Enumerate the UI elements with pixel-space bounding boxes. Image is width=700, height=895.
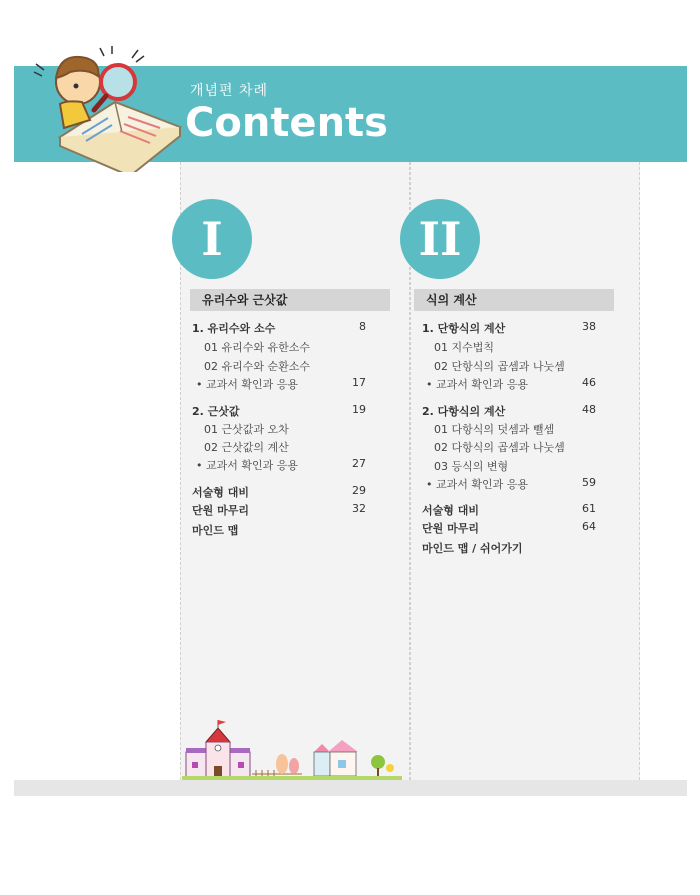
- toc-entry[interactable]: 2. 다항식의 계산 48: [422, 403, 596, 418]
- toc-entry[interactable]: 01 근삿값과 오차: [204, 423, 289, 436]
- page-number: 32: [352, 502, 366, 515]
- toc-entry[interactable]: 02 다항식의 곱셈과 나눗셈: [434, 441, 565, 454]
- toc-entry[interactable]: 단원 마무리 32: [192, 502, 366, 517]
- unit-2-numeral: II: [400, 199, 480, 279]
- page-number: 38: [582, 320, 596, 333]
- toc-entry[interactable]: 단원 마무리 64: [422, 520, 596, 535]
- page-number: 29: [352, 484, 366, 497]
- toc-entry[interactable]: 마인드 맵 / 쉬어가기: [422, 542, 523, 555]
- toc-entry[interactable]: 1. 유리수와 소수 8: [192, 320, 366, 335]
- toc-entry[interactable]: 01 다항식의 덧셈과 뺄셈: [434, 423, 555, 436]
- unit-1-numeral: I: [172, 199, 252, 279]
- school-scene-illustration: [182, 718, 402, 780]
- page-number: 17: [352, 376, 366, 389]
- toc-entry[interactable]: 2. 근삿값 19: [192, 403, 366, 418]
- toc-entry[interactable]: 1. 단항식의 계산 38: [422, 320, 596, 335]
- toc-entry[interactable]: 01 유리수와 유한소수: [204, 341, 310, 354]
- toc-entry[interactable]: 서술형 대비 61: [422, 502, 596, 517]
- unit-1-title: 유리수와 근삿값: [190, 289, 390, 311]
- page-number: 59: [582, 476, 596, 489]
- page-number: 27: [352, 457, 366, 470]
- toc-entry[interactable]: 02 유리수와 순환소수: [204, 360, 310, 373]
- toc-entry[interactable]: 02 근삿값의 계산: [204, 441, 289, 454]
- contents-subtitle: 개념편 차례: [190, 83, 269, 99]
- bottom-strip: [14, 780, 687, 796]
- toc-entry[interactable]: 01 지수법칙: [434, 341, 494, 354]
- page-number: 8: [359, 320, 366, 333]
- page-number: 46: [582, 376, 596, 389]
- toc-entry[interactable]: 마인드 맵: [192, 524, 239, 537]
- page-number: 48: [582, 403, 596, 416]
- page-number: 64: [582, 520, 596, 533]
- page-number: 61: [582, 502, 596, 515]
- toc-entry[interactable]: • 교과서 확인과 응용 46: [426, 376, 596, 391]
- toc-entry[interactable]: 02 단항식의 곱셈과 나눗셈: [434, 360, 565, 373]
- toc-entry[interactable]: • 교과서 확인과 응용 59: [426, 476, 596, 491]
- page-number: 19: [352, 403, 366, 416]
- unit-2-title: 식의 계산: [414, 289, 614, 311]
- toc-entry[interactable]: 03 등식의 변형: [434, 460, 509, 473]
- toc-entry[interactable]: • 교과서 확인과 응용 27: [196, 457, 366, 472]
- contents-title: Contents: [185, 100, 388, 146]
- mascot-reading-book-illustration: [20, 42, 190, 172]
- toc-entry[interactable]: • 교과서 확인과 응용 17: [196, 376, 366, 391]
- toc-entry[interactable]: 서술형 대비 29: [192, 484, 366, 499]
